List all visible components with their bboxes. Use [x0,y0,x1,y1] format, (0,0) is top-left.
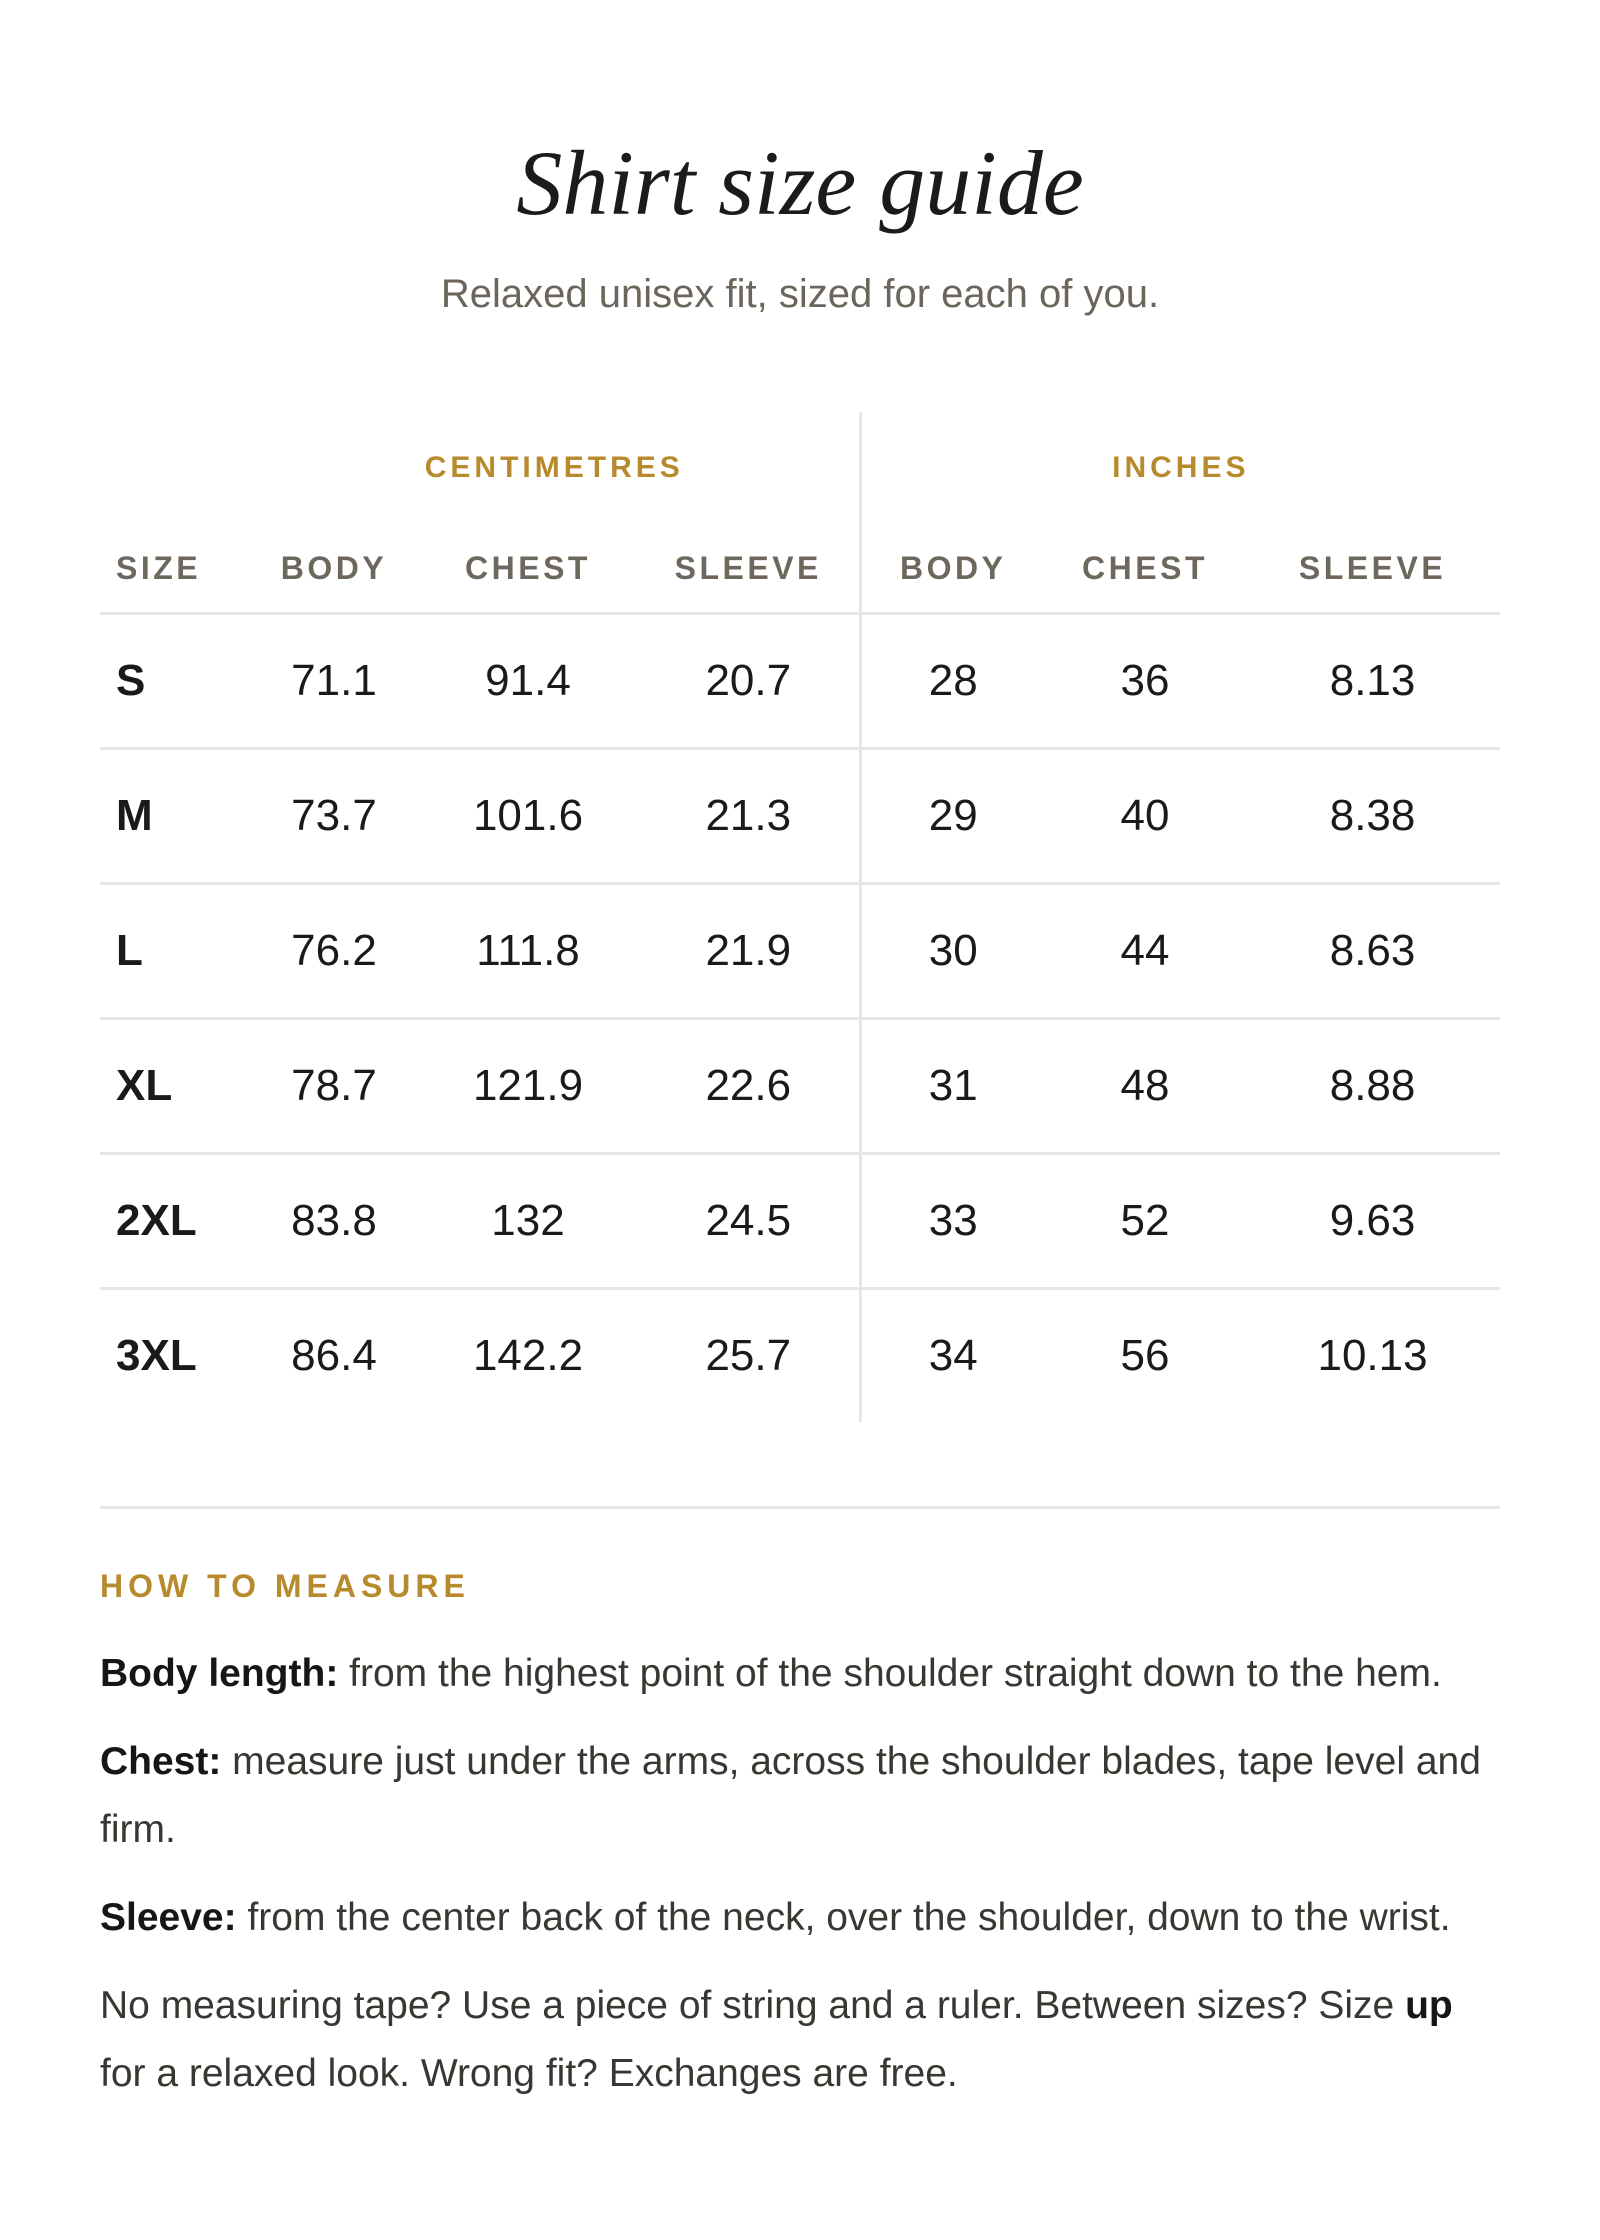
cell-in-chest: 56 [1120,1331,1170,1380]
size-table [100,412,1500,1422]
cell-in-sleeve: 8.38 [1245,749,1500,884]
column-header-cm-body: BODY [250,524,418,614]
group-header-inches: INCHES [860,412,1500,524]
fit-note-post: for a relaxed look. Wrong fit? Exchanges are free. [100,2052,958,2095]
section-divider [100,1506,1500,1509]
cell-cm-chest: 111.8 [418,884,638,1019]
cell-cm-chest: 142.2 [472,1331,584,1380]
column-header-cm-sleeve: SLEEVE [638,524,860,614]
cell-cm-body: 73.7 [250,749,418,884]
how-to-measure-heading: HOW TO MEASURE [100,1568,470,1604]
cell-in-body: 29 [860,749,1045,884]
cell-cm-sleeve: 20.7 [638,614,860,749]
cell-cm-chest: 121.9 [418,1019,638,1154]
column-header-in-body: BODY [860,524,1045,614]
cell-in-chest: 44 [1045,884,1245,1019]
cell-cm-body: 76.2 [250,884,418,1019]
page-title: Shirt size guide [516,132,1084,234]
cell-cm-body: 71.1 [250,614,418,749]
cell-in-body: 33 [860,1154,1045,1289]
cell-in-body: 28 [860,614,1045,749]
sleeve-label: Sleeve: [100,1896,237,1939]
column-header-in-sleeve: SLEEVE [1245,524,1500,614]
cell-size: M [100,749,250,884]
cell-size: 2XL [100,1154,250,1289]
column-header-size: SIZE [100,524,250,614]
cell-in-sleeve: 8.13 [1245,614,1500,749]
chest-text: measure just under the arms, across the shoulder blades, tape level and firm. [100,1740,1481,1851]
table-row [100,749,1500,884]
how-to-measure-section [100,1564,1500,2128]
cell-in-chest: 48 [1045,1019,1245,1154]
table-row [100,1154,1500,1289]
cell-cm-sleeve: 24.5 [638,1154,860,1289]
cell-cm-body: 86.4 [291,1331,377,1380]
cell-size: S [100,614,250,749]
cell-in-sleeve: 10.13 [1317,1331,1428,1380]
fit-note [100,1972,1500,2108]
table-row [100,614,1500,749]
body-length-text: from the highest point of the shoulder straight down to the hem. [338,1652,1442,1695]
sleeve-instruction [100,1884,1500,1952]
size-table-body [100,614,1500,1423]
cell-cm-chest: 132 [418,1154,638,1289]
group-header-centimetres: CENTIMETRES [424,451,684,484]
cell-size: L [100,884,250,1019]
page-subtitle: Relaxed unisex fit, sized for each of you. [440,272,1160,316]
fit-note-pre: No measuring tape? Use a piece of string and a ruler. Between sizes? Size [100,1984,1406,2027]
cell-cm-sleeve: 25.7 [705,1331,792,1380]
cell-in-sleeve: 8.63 [1245,884,1500,1019]
body-length-label: Body length: [100,1652,339,1695]
body-length-instruction [100,1640,1500,1708]
cell-cm-sleeve: 22.6 [638,1019,860,1154]
cell-size: XL [100,1019,250,1154]
table-row [100,884,1500,1019]
column-header-cm-chest: CHEST [418,524,638,614]
cell-in-sleeve: 8.88 [1245,1019,1500,1154]
cell-in-body: 34 [860,1289,1045,1423]
cell-cm-body: 78.7 [250,1019,418,1154]
unit-group-row [100,412,1500,524]
cell-cm-sleeve: 21.9 [638,884,860,1019]
table-row [100,1019,1500,1154]
cell-in-chest: 52 [1045,1154,1245,1289]
column-header-in-chest: CHEST [1045,524,1245,614]
group-spacer [100,412,250,524]
cell-cm-chest: 91.4 [418,614,638,749]
column-header-row [100,524,1500,614]
fit-note-emphasis: up [1405,1984,1453,2027]
cell-cm-chest: 101.6 [418,749,638,884]
chest-label: Chest: [100,1740,222,1783]
cell-in-body: 30 [860,884,1045,1019]
cell-in-chest: 36 [1045,614,1245,749]
table-row [100,1289,1500,1423]
sleeve-text: from the center back of the neck, over the shoulder, down to the wrist. [236,1896,1451,1939]
cell-size: 3XL [116,1331,197,1380]
cell-cm-body: 83.8 [250,1154,418,1289]
chest-instruction [100,1728,1500,1864]
cell-in-chest: 40 [1045,749,1245,884]
cell-in-sleeve: 9.63 [1245,1154,1500,1289]
cell-cm-sleeve: 21.3 [638,749,860,884]
cell-in-body: 31 [860,1019,1045,1154]
